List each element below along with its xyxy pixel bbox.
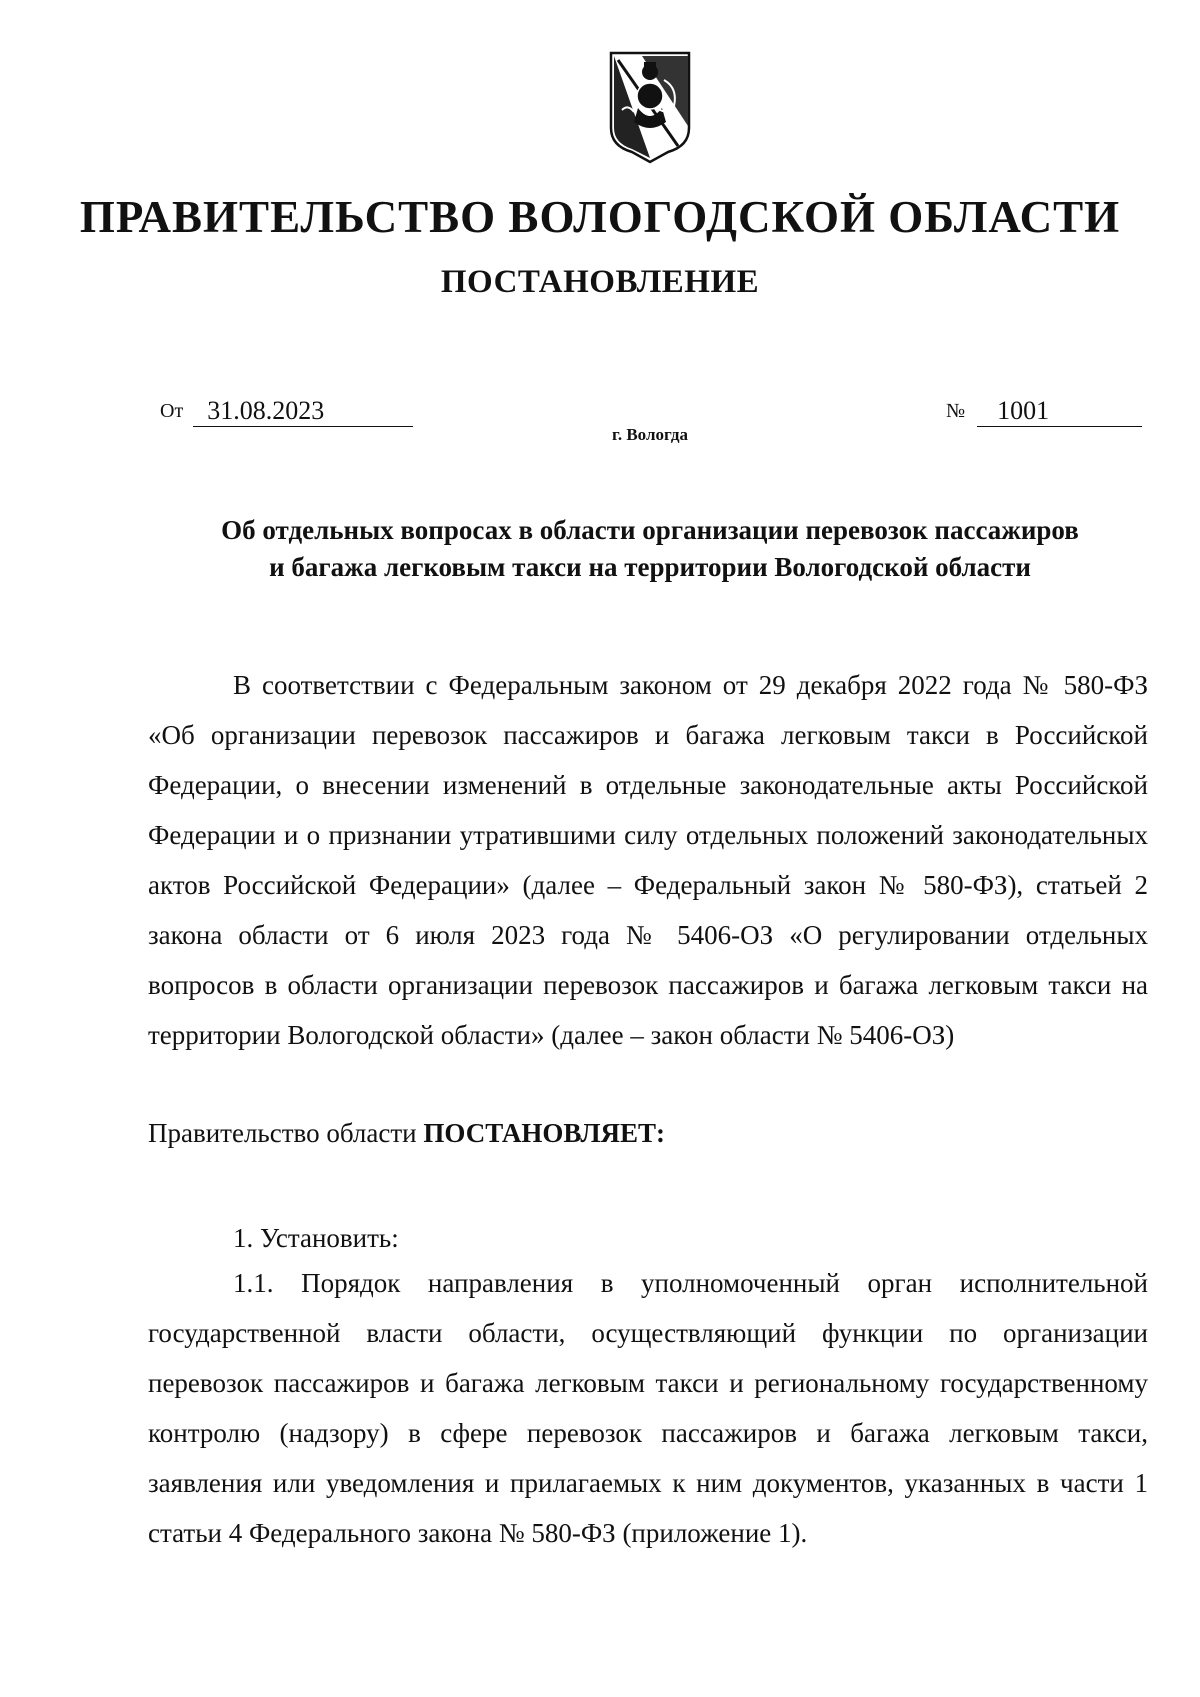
document-type-title: ПОСТАНОВЛЕНИЕ — [440, 264, 760, 300]
document-date — [160, 393, 413, 427]
number-label: № — [946, 400, 966, 422]
item-1: 1. Установить: — [233, 1223, 399, 1253]
document-subject — [150, 512, 1150, 586]
date-value: 31.08.2023 — [193, 396, 413, 427]
number-value: 1001 — [977, 396, 1142, 427]
subject-line-2: и багажа легковым такси на территории Вологодской области — [269, 552, 1031, 582]
city-label: г. Вологда — [612, 425, 688, 444]
preamble-paragraph: В соответствии с Федеральным законом от 29 декабря 2022 года № 580-ФЗ «Об организации перевозок пассажиров и багажа легковым такси в Российской Федерации, о внесении изменений в отдельные законодательные акты Российской Федерации и о признании утратившими силу отдельных положений законодательных актов Российской Федерации» (далее – Федеральный закон № 580-ФЗ), статьей 2 закона области от 6 июля 2023 года № 5406-ОЗ «О регулировании отдельных вопросов в области организации перевозок пассажиров и багажа легковым такси на территории Вологодской области» (далее – закон области № 5406-ОЗ) — [148, 670, 1148, 1050]
resolves-word: ПОСТАНОВЛЯЕТ: — [423, 1118, 665, 1148]
document-number — [946, 393, 1142, 427]
organization-title: ПРАВИТЕЛЬСТВО ВОЛОГОДСКОЙ ОБЛАСТИ — [79, 192, 1121, 242]
subject-line-1: Об отдельных вопросах в области организации перевозок пассажиров — [221, 515, 1079, 545]
resolves-line — [148, 1108, 665, 1158]
date-label: От — [160, 400, 184, 422]
coat-of-arms-icon — [608, 50, 692, 164]
item-1-1-paragraph: 1.1. Порядок направления в уполномоченный орган исполнительной государственной власти области, осуществляющий функции по организации перевозок пассажиров и багажа легковым такси и региональному государственному контролю (надзору) в сфере перевозок пассажиров и багажа легковым такси, заявления или уведомления и прилагаемых к ним документов, указанных в части 1 статьи 4 Федерального закона № 580-ФЗ (приложение 1). — [148, 1268, 1148, 1548]
resolves-prefix: Правительство области — [148, 1118, 417, 1148]
